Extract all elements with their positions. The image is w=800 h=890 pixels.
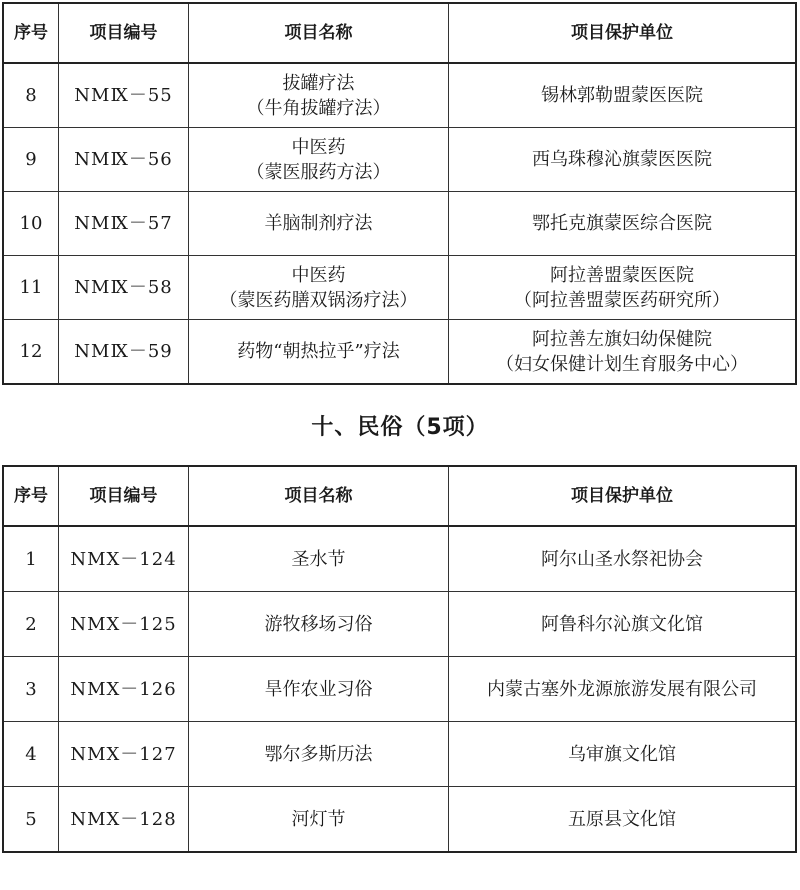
cell-name	[189, 192, 449, 256]
cell-code: NMⅩ－128	[59, 787, 189, 853]
cell-serial: 2	[3, 592, 59, 657]
cell-unit: 乌审旗文化馆	[449, 722, 797, 787]
unit-line: 鄂托克旗蒙医综合医院	[532, 213, 712, 234]
cell-serial: 8	[3, 63, 59, 128]
table-row	[3, 63, 796, 128]
cell-code: NMⅨ－57	[59, 192, 189, 256]
name-line: （蒙医药膳双锅汤疗法）	[219, 289, 418, 311]
header-code: 项目编号	[59, 3, 189, 63]
section-heading: 十、民俗（5项）	[311, 415, 489, 440]
cell-serial: 11	[3, 256, 59, 320]
cell-unit: 内蒙古塞外龙源旅游发展有限公司	[449, 657, 797, 722]
table-row	[3, 657, 796, 722]
table-row	[3, 526, 796, 592]
cell-name: 河灯节	[189, 787, 449, 853]
cell-unit	[449, 63, 797, 128]
name-line: 拔罐疗法	[282, 72, 355, 94]
header-serial: 序号	[3, 466, 59, 526]
cell-name	[189, 256, 449, 320]
cell-name: 鄂尔多斯历法	[189, 722, 449, 787]
cell-serial: 5	[3, 787, 59, 853]
table-row	[3, 722, 796, 787]
cell-unit: 五原县文化馆	[449, 787, 797, 853]
cell-serial: 9	[3, 128, 59, 192]
name-line: 药物“朝热拉乎”疗法	[237, 341, 400, 362]
cell-serial: 1	[3, 526, 59, 592]
table-row	[3, 256, 796, 320]
table-row	[3, 320, 796, 385]
unit-line: （妇女保健计划生育服务中心）	[496, 353, 748, 375]
unit-line: 阿拉善左旗妇幼保健院	[532, 328, 712, 350]
name-line: （牛角拔罐疗法）	[246, 97, 391, 119]
cell-serial: 3	[3, 657, 59, 722]
cell-serial: 10	[3, 192, 59, 256]
header-serial: 序号	[3, 3, 59, 63]
unit-line: （阿拉善盟蒙医药研究所）	[514, 289, 730, 311]
cell-name: 游牧移场习俗	[189, 592, 449, 657]
header-unit: 项目保护单位	[449, 466, 797, 526]
name-line: （蒙医服药方法）	[246, 161, 391, 183]
cell-serial: 4	[3, 722, 59, 787]
cell-code: NMⅨ－59	[59, 320, 189, 385]
cell-serial: 12	[3, 320, 59, 385]
name-line: 中医药	[291, 136, 346, 158]
cell-unit: 阿尔山圣水祭祀协会	[449, 526, 797, 592]
cell-unit	[449, 128, 797, 192]
header-name: 项目名称	[189, 3, 449, 63]
unit-line: 西乌珠穆沁旗蒙医医院	[532, 149, 712, 170]
cell-code: NMⅨ－56	[59, 128, 189, 192]
cell-code: NMⅩ－124	[59, 526, 189, 592]
cell-code: NMⅨ－58	[59, 256, 189, 320]
cell-unit	[449, 256, 797, 320]
heritage-table-folk-custom	[2, 465, 797, 853]
name-line: 中医药	[291, 264, 346, 286]
table-row	[3, 592, 796, 657]
cell-name	[189, 63, 449, 128]
cell-code: NMⅩ－125	[59, 592, 189, 657]
cell-name: 旱作农业习俗	[189, 657, 449, 722]
cell-name	[189, 128, 449, 192]
name-line: 羊脑制剂疗法	[264, 213, 373, 234]
cell-unit	[449, 320, 797, 385]
cell-name: 圣水节	[189, 526, 449, 592]
cell-unit: 阿鲁科尔沁旗文化馆	[449, 592, 797, 657]
table-header-row	[3, 3, 796, 63]
table-row	[3, 192, 796, 256]
cell-code: NMⅩ－126	[59, 657, 189, 722]
cell-code: NMⅩ－127	[59, 722, 189, 787]
header-code: 项目编号	[59, 466, 189, 526]
cell-unit	[449, 192, 797, 256]
heritage-table-medicine	[2, 2, 797, 385]
header-unit: 项目保护单位	[449, 3, 797, 63]
header-name: 项目名称	[189, 466, 449, 526]
unit-line: 锡林郭勒盟蒙医医院	[541, 85, 703, 106]
table-row	[3, 128, 796, 192]
cell-code: NMⅨ－55	[59, 63, 189, 128]
cell-name	[189, 320, 449, 385]
unit-line: 阿拉善盟蒙医医院	[550, 264, 694, 286]
table-row	[3, 787, 796, 853]
table-header-row	[3, 466, 796, 526]
